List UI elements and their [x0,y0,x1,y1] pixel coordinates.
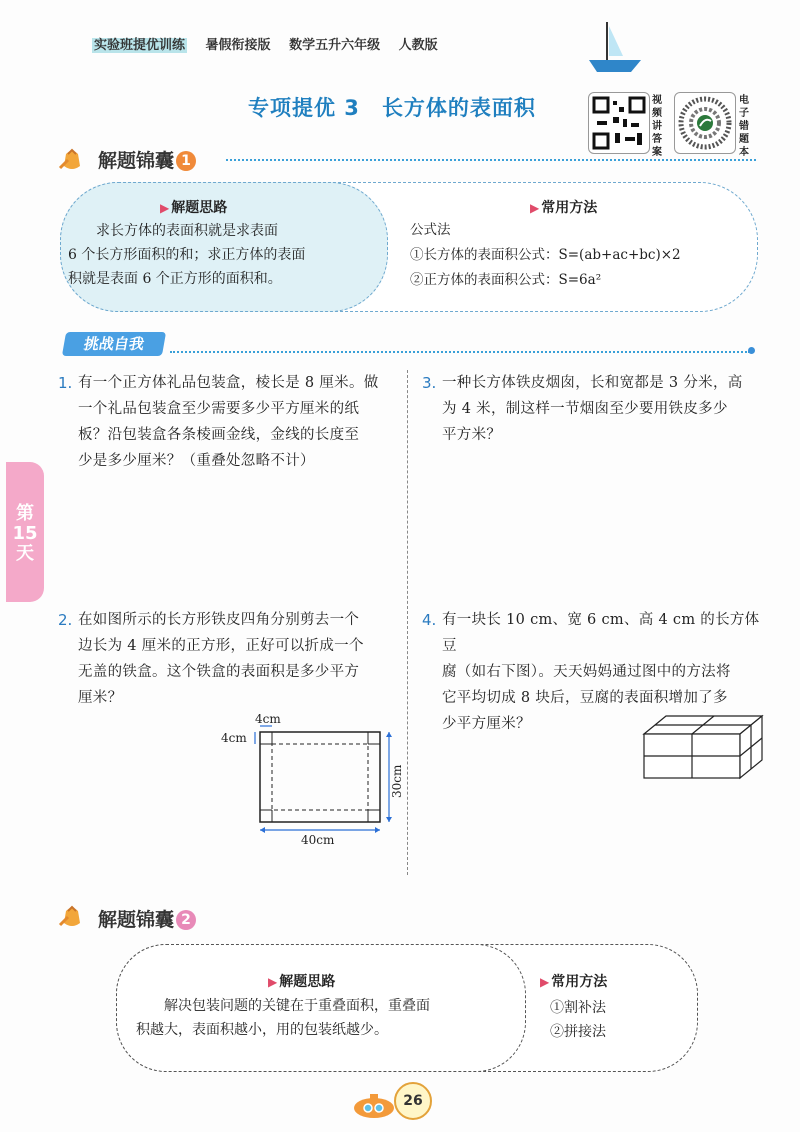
problem-line: 一个礼品包装盒至少需要多少平方厘米的纸 [78,401,360,417]
book-edition: 暑假衔接版 [205,38,271,53]
title-main: 长方体的表面积 [381,96,536,120]
sailboat-icon [585,20,645,75]
money-bag-icon [58,146,86,172]
problem-3-text [442,370,762,448]
problem-line: 无盖的铁盒。这个铁盒的表面积是多少平方 [78,664,360,680]
problem-4-number: 4. [422,611,437,629]
section1-heading-text: 解题锦囊 [98,150,175,172]
book-header [92,34,452,53]
idea-label-1-text: 解题思路 [171,200,228,216]
problem-line: 有一块长 10 cm、宽 6 cm、高 4 cm 的长方体豆 [442,612,760,654]
method-line: ①割补法 [550,1000,606,1016]
divider-end-dot [748,347,755,354]
problem-1-text [78,370,403,474]
day-tab-char1: 第 [16,503,34,524]
idea-line: 求长方体的表面积就是求表面 [96,223,278,239]
method-line: ①长方体的表面积公式：S=(ab+ac+bc)×2 [410,247,681,263]
problem-line: 少平方厘米？ [442,716,531,732]
problem-2-text [78,607,403,711]
title-prefix: 专项提优 3 [248,96,360,120]
challenge-label: 挑战自我 [62,332,166,356]
idea-label-2-text: 解题思路 [279,974,336,990]
method-line: 公式法 [410,222,451,238]
idea-line: 解决包装问题的关键在于重叠面积，重叠面 [164,998,430,1014]
figure-label-top: 4cm [255,712,281,726]
day-tab-char2: 天 [16,543,34,564]
method-line: ②拼接法 [550,1024,606,1040]
qr-label-video: 视频讲答案 [652,95,662,158]
problem-1-number: 1. [58,374,73,392]
figure-label-left: 4cm [221,731,247,745]
method-text-2 [550,996,670,1044]
idea-line: 积越大，表面积越小，用的包装纸越少。 [136,1022,388,1038]
problem-line: 为 4 米，制这样一节烟囱至少要用铁皮多少 [442,401,728,417]
book-brand: 实验班提优训练 [94,38,186,53]
problem-3-number: 3. [422,374,437,392]
problem-line: 厘米？ [78,690,123,706]
problem-line: 在如图所示的长方形铁皮四角分别剪去一个 [78,612,360,628]
tofu-figure [640,708,765,783]
section2-badge: 2 [176,910,196,930]
book-grade: 数学五升六年级 [289,38,381,53]
book-publisher: 人教版 [398,38,438,53]
problem-line: 平方米？ [442,427,502,443]
idea-text-2 [136,994,516,1042]
money-bag-icon [58,903,86,929]
qr-code-mistakes[interactable] [674,92,736,154]
method-text-1 [410,218,750,293]
method-label-2: ▶ 常用方法 [540,974,608,990]
problem-line: 它平均切成 8 块后，豆腐的表面积增加了多 [442,690,728,706]
day-tab-num: 15 [12,523,38,544]
page-number: 26 [394,1082,432,1120]
idea-line: 积就是表面 6 个正方形的面积和。 [68,271,282,287]
iron-sheet-figure [215,710,410,850]
qr-label-mistakes: 电子错题本 [739,95,749,158]
section1-divider [226,159,756,161]
figure-label-right: 30cm [390,764,404,798]
section1-badge: 1 [176,151,196,171]
idea-line: 6 个长方形面积的和；求正方体的表面 [68,247,306,263]
qr-code-video[interactable] [588,92,650,154]
problem-line: 一种长方体铁皮烟囱，长和宽都是 3 分米，高 [442,375,743,391]
problem-line: 板？沿包装盒各条棱画金线，金线的长度至 [78,427,360,443]
section2-heading [98,905,196,932]
problem-line: 边长为 4 厘米的正方形，正好可以折成一个 [78,638,364,654]
method-label-2-text: 常用方法 [551,974,608,990]
section2-heading-text: 解题锦囊 [98,909,175,931]
page-title [248,92,536,122]
problem-line: 少是多少厘米？（重叠处忽略不计） [78,453,315,469]
figure-label-bottom: 40cm [301,833,335,847]
problem-2-number: 2. [58,611,73,629]
method-label-1-text: 常用方法 [541,200,598,216]
idea-text-1 [68,219,373,291]
problem-line: 有一个正方体礼品包装盒，棱长是 8 厘米。做 [78,375,379,391]
method-label-1: ▶ 常用方法 [530,200,598,216]
section1-heading [98,146,196,173]
submarine-icon [350,1090,400,1120]
challenge-divider [170,351,750,353]
day-tab [6,462,44,602]
idea-label-1: ▶ 解题思路 [160,200,228,216]
idea-label-2: ▶ 解题思路 [268,974,336,990]
method-line: ②正方体的表面积公式：S=6a² [410,272,602,288]
problem-line: 腐（如右下图）。天天妈妈通过图中的方法将 [442,664,731,680]
